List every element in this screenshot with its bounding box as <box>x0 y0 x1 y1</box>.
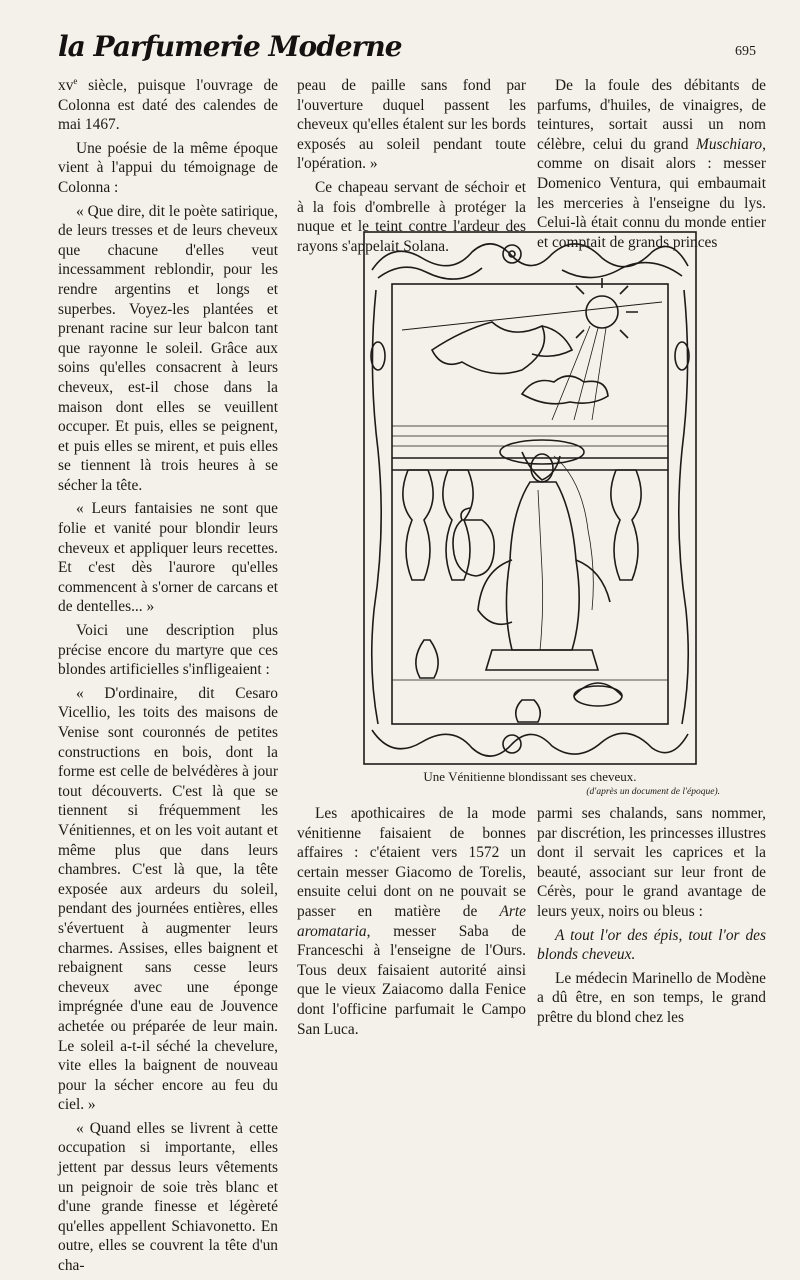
figure-caption: Une Vénitienne blondissant ses cheveux. <box>423 769 637 784</box>
paragraph: « Quand elles se livrent à cette occupation si importante, elles jettent par dessus leurs vêtements un peignoir de soie très blanc et d'une grande finesse et légèreté qu'elles appellent Schiavonetto. En outre, elles se couvrent la tête d'un cha- <box>58 1119 278 1275</box>
column-middle-bottom <box>297 804 526 1043</box>
masthead-logo: la Parfumerie Moderne <box>58 30 402 63</box>
text-span: xv <box>58 77 74 94</box>
illustration-venetian-woman <box>362 230 698 766</box>
emphasis: Muschiaro <box>696 135 763 153</box>
column-right-bottom <box>537 804 766 1032</box>
page-number: 695 <box>735 44 756 59</box>
paragraph <box>297 804 526 1039</box>
paragraph <box>537 76 766 252</box>
paragraph: Voici une description plus précise encore du martyre que ces blondes artificielles s'infligeaient : <box>58 622 278 679</box>
text-span: siècle, puisque l'ouvrage de Colonna est daté des calendes de mai 1467. <box>58 77 278 134</box>
figure-credit: (d'après un document de l'époque). <box>586 787 720 797</box>
paragraph <box>58 76 278 135</box>
paragraph: Une poésie de la même époque vient à l'appui du témoignage de Colonna : <box>58 139 278 196</box>
paragraph: « Que dire, dit le poète satirique, de leurs tresses et de leurs cheveux que chacune d'elles veut incessamment reblondir, pour les rendre argentins et longs et superbes. Voyez-les plantées et prenant racine sur leur balcon tant que rayonne le soleil. Grâce aux soins qu'elles consacrent à leurs cheveux, est-il chose dans la maison dont elles se veuillent occuper. Et puis, elles se peignent, et puis elles se mirent, et puis elles se tiennent là trois heures à se sécher la tête. <box>58 202 278 494</box>
emphasis: Arte aromataria <box>297 902 526 940</box>
paragraph: peau de paille sans fond par l'ouverture duquel passent les cheveux qu'elles étalent sur les bords exposés au soleil pendant toute l'opération. » <box>297 77 526 173</box>
paragraph: parmi ses chalands, sans nommer, par discrétion, les princesses illustres dont il servait les caprices et la beauté, associant sur leur front de Cérès, pour le grand avantage de leurs yeux, noirs ou bleus : <box>537 805 766 920</box>
text-span: Les apothicaires de la mode vénitienne faisaient de bonnes affaires : c'étaient vers 1572 un certain messer Giacomo de Torelis, ensuite celui dont on ne pouvait se passer en matière de <box>297 805 526 920</box>
text-span: , comme on disait alors : messer Domenico Ventura, qui embaumait les merceries à l'enseigne du lys. Celui-là était connu du monde entier et comptait de grands princes <box>537 135 766 251</box>
paragraph: Ce chapeau servant de séchoir et à la fois d'ombrelle à protéger la nuque et le teint contre l'ardeur des rayons s'appelait Solana. <box>297 178 526 255</box>
column-left <box>58 76 278 1280</box>
emphasis: A tout l'or des épis, tout l'or des blonds cheveux. <box>537 926 766 964</box>
paragraph: Le médecin Marinello de Modène a dû être, en son temps, le grand prêtre du blond chez les <box>537 969 766 1026</box>
verse-quote <box>537 926 766 965</box>
text-span: De la foule des débitants de parfums, d'huiles, de vinaigres, de teintures, sortait aussi un nom célèbre, celui du grand <box>537 77 766 153</box>
text-span: , messer Saba de Franceschi à l'enseigne de l'Ours. Tous deux faisaient autorité ainsi que le vieux Zaiacomo dalla Fenice dont l'officine parfumait le Campo San Luca. <box>297 922 526 1038</box>
superscript: e <box>73 76 78 86</box>
frame-outer <box>364 232 696 764</box>
woodcut-illustration <box>362 230 698 766</box>
paragraph: « D'ordinaire, dit Cesaro Vicellio, les toits des maisons de Venise sont couronnés de petites constructions en bois, dont la forme est celle de belvédères à jour tout découverts. C'est là que se tiennent si fréquemment les Vénitiennes, et on les voit autant et même plus que dans leurs chambres. C'est là que, la tête exposée aux ardeurs du soleil, pendant des journées entières, elles s'évertuent à augmenter leurs charmes. Assises, elles baignent et rebaignent sans cesse leurs cheveux avec une éponge imprégnée d'une eau de Jouvence achetée ou préparée de leur main. Le soleil a-t-il séché la chevelure, vite elles la baignent de nouveau pour la sécher encore au feu du ciel. » <box>58 684 278 1114</box>
paragraph: « Leurs fantaisies ne sont que folie et vanité pour blondir leurs cheveux et appliquer leurs recettes. Et c'est dès l'aurore qu'elles commencent à s'orner de carcans et de dentelles... » <box>58 500 278 616</box>
